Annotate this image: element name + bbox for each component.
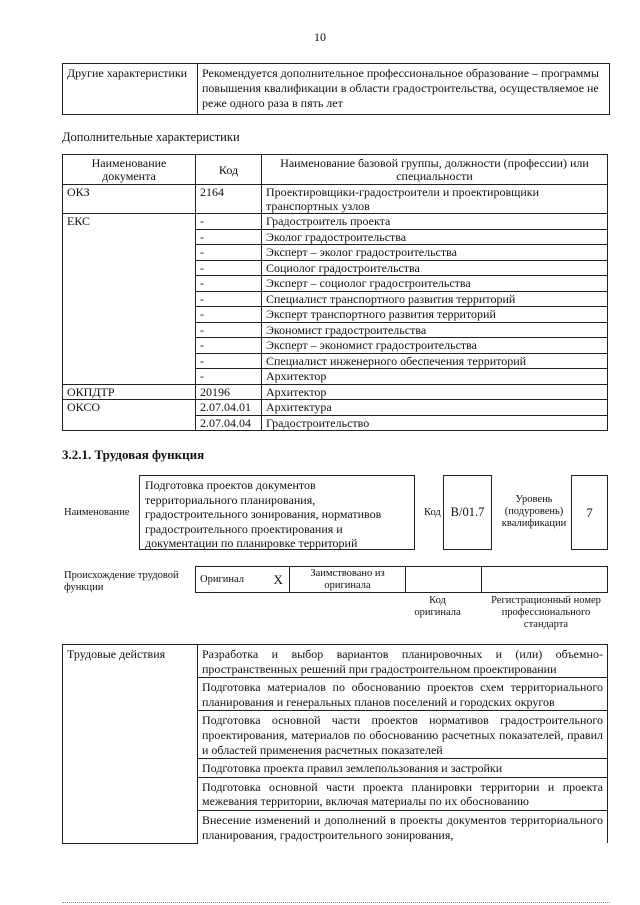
- labor-action-item: Разработка и выбор вариантов планировочных и (или) объемно-пространственных решений при градостроительном проектировании: [198, 645, 608, 678]
- title-cell: Эксперт – эколог градостроительства: [262, 245, 608, 261]
- doc-name-cell: ОКПДТР: [63, 384, 196, 400]
- title-cell: Специалист транспортного развития территорий: [262, 291, 608, 307]
- doc-name-cell: ОКСО: [63, 400, 196, 431]
- table-row: [63, 384, 608, 400]
- origin-reg-number-cell: [482, 567, 608, 593]
- title-cell: Экономист градостроительства: [262, 322, 608, 338]
- table-row: [63, 645, 608, 678]
- code-original-caption: Код оригинала: [414, 595, 461, 618]
- doc-name-cell: ЕКС: [63, 214, 196, 385]
- table-row: [196, 567, 608, 593]
- borrowed-label: Заимствовано из оригинала: [290, 567, 406, 593]
- column-header: Код: [196, 155, 262, 185]
- original-label: Оригинал: [196, 567, 268, 593]
- original-mark: X: [268, 567, 290, 593]
- title-cell: Градостроительство: [262, 415, 608, 431]
- labor-action-item: Подготовка материалов по обоснованию проектов схем территориального планирования и генеральных планов поселений и городских округов: [198, 678, 608, 711]
- qualification-level-value: 7: [571, 475, 608, 550]
- code-cell: -: [196, 260, 262, 276]
- code-cell: 2.07.04.04: [196, 415, 262, 431]
- code-cell: -: [196, 245, 262, 261]
- labor-action-item: Подготовка основной части проекта планировки территории и проекта межевания территории, включая материалы по их обоснованию: [198, 777, 608, 810]
- labor-function-heading: 3.2.1. Трудовая функция: [62, 447, 205, 462]
- page-bottom-divider: [62, 902, 610, 904]
- title-cell: Эколог градостроительства: [262, 229, 608, 245]
- origin-code-cell: [406, 567, 482, 593]
- table-row: [63, 214, 608, 230]
- code-cell: -: [196, 214, 262, 230]
- title-cell: Эксперт – экономист градостроительства: [262, 338, 608, 354]
- qualification-level-label: Уровень (подуровень) квалификации: [501, 494, 567, 529]
- name-label: Наименование: [64, 507, 130, 518]
- code-label: Код: [424, 507, 441, 518]
- page-number: 10: [314, 30, 326, 44]
- labor-actions-table: [62, 644, 608, 844]
- labor-function-code: B/01.7: [443, 475, 492, 550]
- title-cell: Специалист инженерного обеспечения территорий: [262, 353, 608, 369]
- code-cell: -: [196, 307, 262, 323]
- title-cell: Эксперт транспортного развития территорий: [262, 307, 608, 323]
- labor-action-item: Подготовка основной части проектов нормативов градостроительного проектирования, материалов по обоснованию расчетных показателей, правил и областей применения расчетных показателей: [198, 711, 608, 759]
- table-row: [63, 185, 608, 214]
- code-cell: -: [196, 338, 262, 354]
- title-cell: Архитектор: [262, 369, 608, 385]
- title-cell: Архитектура: [262, 400, 608, 416]
- code-cell: 2164: [196, 185, 262, 214]
- code-cell: -: [196, 229, 262, 245]
- title-cell: Эксперт – социолог градостроительства: [262, 276, 608, 292]
- other-characteristics-text: Рекомендуется дополнительное профессиональное образование – программы повышения квалификации в области градостроительства, осуществляемое не реже одного раза в пять лет: [198, 64, 610, 115]
- code-cell: -: [196, 322, 262, 338]
- table-row: [63, 400, 608, 416]
- title-cell: Социолог градостроительства: [262, 260, 608, 276]
- origin-table: [195, 566, 608, 593]
- additional-characteristics-table: [62, 154, 608, 431]
- title-cell: Проектировщики-градостроители и проектировщики транспортных узлов: [262, 185, 608, 214]
- column-header: Наименование документа: [63, 155, 196, 185]
- reg-number-caption: Регистрационный номер профессионального стандарта: [491, 595, 601, 630]
- code-cell: -: [196, 353, 262, 369]
- code-cell: -: [196, 276, 262, 292]
- code-cell: -: [196, 369, 262, 385]
- other-characteristics-label: Другие характеристики: [63, 64, 198, 115]
- doc-name-cell: ОКЗ: [63, 185, 196, 214]
- labor-action-item: Внесение изменений и дополнений в проекты документов территориального планирования, градостроительного зонирования,: [198, 810, 608, 843]
- table-row: [63, 64, 610, 115]
- column-header: Наименование базовой группы, должности (профессии) или специальности: [262, 155, 608, 185]
- additional-characteristics-heading: Дополнительные характеристики: [62, 130, 240, 144]
- labor-action-item: Подготовка проекта правил землепользования и застройки: [198, 759, 608, 778]
- labor-actions-label: Трудовые действия: [63, 645, 198, 844]
- code-cell: 2.07.04.01: [196, 400, 262, 416]
- origin-label: Происхождение трудовой функции: [64, 570, 179, 593]
- code-cell: -: [196, 291, 262, 307]
- title-cell: Градостроитель проекта: [262, 214, 608, 230]
- code-cell: 20196: [196, 384, 262, 400]
- other-characteristics-table: [62, 63, 610, 115]
- table-header-row: [63, 155, 608, 185]
- labor-function-name: Подготовка проектов документов территориального планирования, градостроительного зонирования, нормативов градостроительного проектирования и документации по планировке территорий: [139, 475, 415, 550]
- title-cell: Архитектор: [262, 384, 608, 400]
